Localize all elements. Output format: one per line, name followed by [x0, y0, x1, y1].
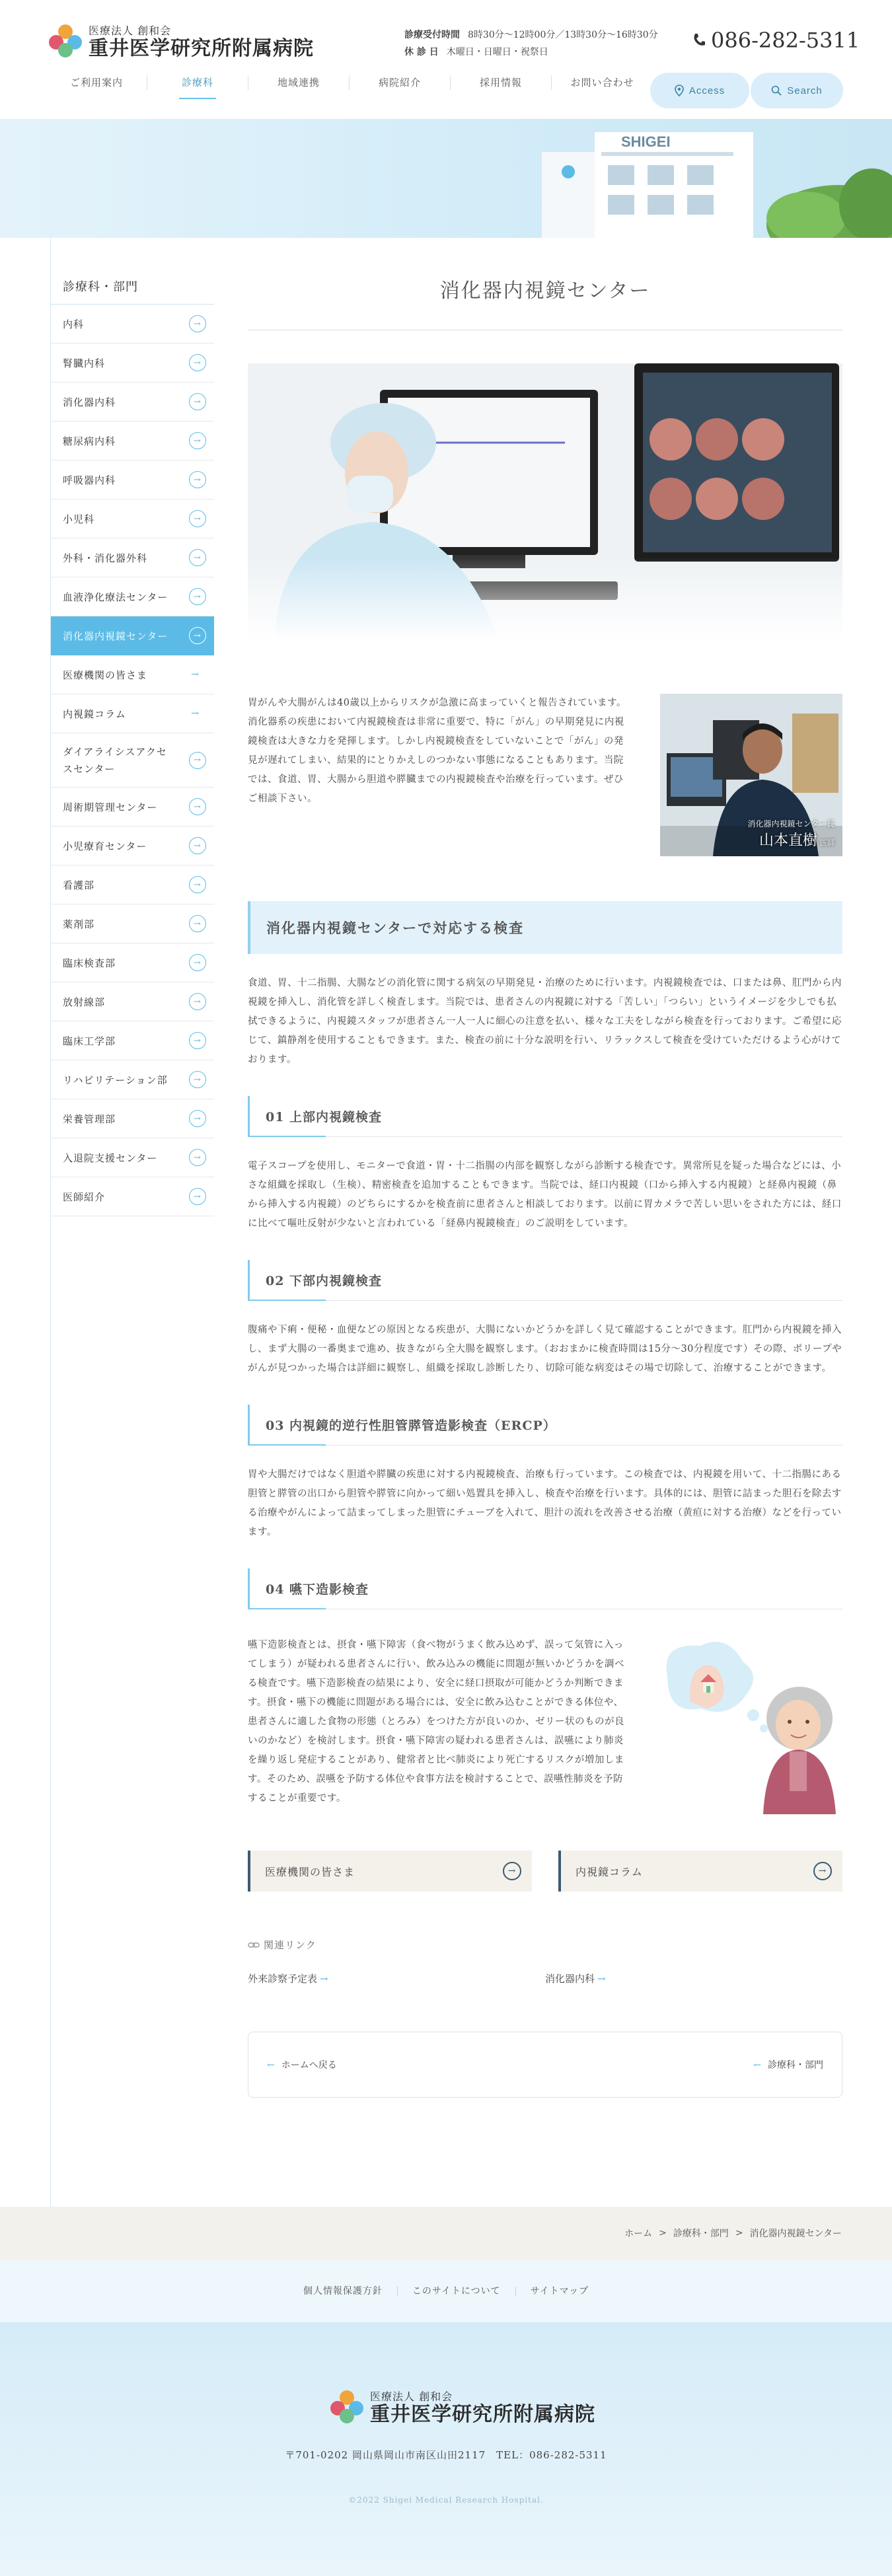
breadcrumb-current: 消化器内視鏡センター	[749, 2228, 842, 2239]
exam-1-text: 電子スコープを使用し、モニターで食道・胃・十二指腸の内部を観察しながら診断する検査です。異常所見を疑った場合などには、小さな組織を採取し（生検）、精密検査を追加することもできます。当院では、経口内視鏡（口から挿入する内視鏡）と経鼻内視鏡（鼻から挿入する内視鏡）のどちらにするかを検査前に患者さんと相談しております。以前に胃カメラで苦しい思いをされた方には、経口に比べて嘔吐反射が少ないと言われている「経鼻内視鏡検査」のご説明をしています。	[248, 1161, 842, 1229]
exam-2-text: 腹痛や下痢・便秘・血便などの原因となる疾患が、大腸にないかどうかを詳しく見て確認することができます。肛門から内視鏡を挿入し、まず大腸の一番奥まで進め、抜きながら全大腸を観察します。（おおまかに検査時間は15分〜30分程度です）その際、ポリープやがんが見つかった場合は詳細に観察し、組織を採取し診断したり、切除可能な病変はその場で切除して、治療することができます。	[248, 1325, 842, 1374]
arrow-right-icon: →	[191, 669, 200, 680]
nav-recruit[interactable]: 採用情報	[451, 75, 552, 90]
arrow-right-circle-icon: →	[189, 1032, 206, 1049]
logo-org-name: 重井医学研究所附属病院	[89, 37, 314, 60]
logo-org-small: 医療法人 創和会	[89, 24, 172, 37]
arrow-right-circle-icon: →	[189, 627, 206, 644]
main-area	[0, 238, 892, 2207]
related-link-schedule[interactable]	[248, 1971, 545, 1985]
closed-label: 休 診 日	[404, 47, 439, 57]
arrow-right-icon: →	[191, 708, 200, 719]
doctor-title: 医師	[820, 838, 835, 847]
sidebar-item[interactable]	[51, 865, 214, 904]
arrow-right-circle-icon: →	[189, 752, 206, 769]
site-footer	[0, 2322, 892, 2576]
arrow-left-icon: ←	[267, 2060, 275, 2071]
content	[248, 238, 842, 2098]
back-section-label: 診療科・部門	[768, 2060, 823, 2071]
arrow-right-circle-icon: →	[189, 915, 206, 932]
related-heading-label: 関連リンク	[264, 1939, 316, 1951]
arrow-right-circle-icon: →	[189, 1188, 206, 1205]
site-logo[interactable]	[48, 22, 314, 59]
sidebar-item-label: 血液浄化療法センター	[63, 591, 168, 603]
arrow-right-circle-icon: →	[189, 798, 206, 815]
sidebar-item-label: 消化器内科	[63, 396, 116, 408]
arrow-right-circle-icon: →	[189, 588, 206, 605]
sidebar-item[interactable]	[51, 305, 214, 344]
logo-mark-icon	[48, 23, 83, 59]
arrow-right-circle-icon: →	[189, 315, 206, 332]
sidebar-item[interactable]	[51, 383, 214, 422]
search-icon	[771, 85, 782, 96]
arrow-right-circle-icon: →	[189, 1149, 206, 1166]
access-button[interactable]	[650, 73, 749, 108]
sidebar-item-label: 薬剤部	[63, 918, 95, 930]
swallowing-illustration	[654, 1636, 842, 1814]
sidebar-item-label: 小児科	[63, 513, 95, 525]
nav-departments[interactable]: 診療科	[147, 75, 248, 90]
logo-mark-icon	[329, 2389, 365, 2425]
breadcrumb-separator: >	[735, 2228, 743, 2238]
nav-about[interactable]: 病院紹介	[350, 75, 451, 90]
sidebar-item[interactable]	[51, 616, 214, 655]
sidebar-item-label: 入退院支援センター	[63, 1152, 158, 1164]
intro-text: 胃がんや大腸がんは40歳以上からリスクが急激に高まっていくと報告されています。消化器系の疾患において内視鏡検査は非常に重要で、特に「がん」の早期発見に内視鏡検査は大きな力を発揮します。しかし内視鏡検査をしていないことで「がん」の発見が遅れてしまい、結果的にとりかえしのつかない事態になることもあります。当院では、食道、胃、大腸から胆道や膵臓までの内視鏡検査や治療を行っています。ぜひご相談下さい。	[248, 698, 626, 804]
sidebar-item[interactable]	[51, 788, 214, 827]
global-nav	[46, 75, 653, 90]
sidebar-list	[51, 305, 214, 1216]
footer-address: 〒701-0202 岡山県岡山市南区山田2117 TEL：086-282-5311	[285, 2449, 607, 2461]
sidebar-item-label: 栄養管理部	[63, 1113, 116, 1125]
related-link-gastro-label: 消化器内科	[545, 1973, 595, 1985]
sidebar-item[interactable]	[51, 344, 214, 383]
sidebar-item-label: 呼吸器内科	[63, 474, 116, 486]
footer-org-name: 重井医学研究所附属病院	[370, 2403, 595, 2426]
sidebar-item[interactable]	[51, 827, 214, 865]
sidebar-heading: 診療科・部門	[51, 277, 214, 305]
hours-value: 8時30分〜12時00分／13時30分〜16時30分	[468, 30, 658, 40]
breadcrumb	[0, 2207, 892, 2260]
sidebar-item[interactable]	[51, 499, 214, 538]
arrow-right-circle-icon: →	[189, 549, 206, 566]
doctor-photo	[660, 694, 842, 856]
arrow-right-circle-icon: →	[189, 432, 206, 449]
sidebar-item-label: 臨床検査部	[63, 957, 116, 969]
svg-text:SHIGEI: SHIGEI	[621, 133, 671, 150]
exam-4-heading: 04 嚥下造影検査	[248, 1568, 842, 1609]
copyright: ©2022 Shigei Medical Research Hospital.	[348, 2495, 544, 2505]
phone-link[interactable]	[692, 28, 860, 53]
hero-banner	[0, 119, 892, 238]
hours-label: 診療受付時間	[404, 30, 460, 40]
arrow-left-icon: ←	[753, 2060, 761, 2071]
footer-org-small: 医療法人 創和会	[370, 2390, 453, 2403]
endoscopy-room-photo	[248, 363, 842, 641]
sidebar-item-label: 臨床工学部	[63, 1035, 116, 1047]
sidebar-item[interactable]	[51, 538, 214, 577]
page-title: 消化器内視鏡センター	[248, 238, 842, 330]
doctor-role: 消化器内視鏡センター長	[747, 819, 835, 828]
sidebar	[50, 238, 214, 2207]
map-pin-icon	[675, 85, 684, 96]
sidebar-item[interactable]	[51, 1060, 214, 1099]
phone-icon	[692, 33, 706, 48]
sidebar-item-label: ダイアライシスアクセスセンター	[63, 745, 167, 775]
sidebar-item-label: 周術期管理センター	[63, 801, 158, 813]
sidebar-item-label: 腎臓内科	[63, 357, 106, 369]
exam-2-heading: 02 下部内視鏡検査	[248, 1260, 842, 1301]
arrow-right-circle-icon: →	[813, 1862, 832, 1880]
hours-info	[404, 26, 658, 61]
phone-number: 086-282-5311	[711, 28, 860, 53]
access-label: Access	[688, 85, 725, 96]
arrow-right-circle-icon: →	[189, 1071, 206, 1088]
nav-contact[interactable]: お問い合わせ	[570, 77, 634, 89]
link-medical-institutions-label: 医療機関の皆さま	[265, 1865, 355, 1878]
hospital-building-image	[529, 126, 892, 238]
link-icon	[248, 1940, 260, 1950]
sidebar-item[interactable]	[51, 1177, 214, 1216]
back-home-link[interactable]	[267, 2058, 337, 2071]
link-medical-institutions[interactable]	[248, 1851, 532, 1892]
footer-link-privacy[interactable]: 個人情報保護方針	[289, 2287, 398, 2296]
sidebar-item-label: 消化器内視鏡センター	[63, 630, 168, 642]
sidebar-item-label: 放射線部	[63, 996, 106, 1008]
doctor-name: 山本直樹	[759, 832, 817, 849]
arrow-right-circle-icon: →	[189, 354, 206, 371]
sidebar-item-label: リハビリテーション部	[63, 1074, 168, 1086]
arrow-right-circle-icon: →	[189, 837, 206, 854]
arrow-right-circle-icon: →	[189, 1110, 206, 1127]
footer-logo[interactable]	[329, 2388, 595, 2425]
arrow-right-circle-icon: →	[189, 876, 206, 893]
arrow-right-icon: →	[320, 1973, 328, 1985]
arrow-right-circle-icon: →	[189, 510, 206, 527]
sub-page-links	[248, 1851, 842, 1892]
arrow-right-circle-icon: →	[503, 1862, 521, 1880]
sidebar-item[interactable]	[51, 904, 214, 943]
sidebar-item[interactable]	[51, 460, 214, 499]
footer-link-about-site[interactable]: このサイトについて	[398, 2287, 516, 2296]
exam-1-heading: 01 上部内視鏡検査	[248, 1096, 842, 1137]
exam-3-heading: 03 内視鏡的逆行性胆管膵管造影検査（ERCP）	[248, 1405, 842, 1446]
related-link-schedule-label: 外来診察予定表	[248, 1973, 318, 1985]
breadcrumb-separator: >	[659, 2228, 667, 2238]
breadcrumb-home[interactable]: ホーム	[624, 2228, 653, 2239]
sidebar-item[interactable]	[51, 422, 214, 460]
search-label: Search	[787, 85, 823, 96]
arrow-right-circle-icon: →	[189, 993, 206, 1010]
related-links	[248, 1971, 842, 1985]
arrow-right-icon: →	[597, 1973, 606, 1985]
site-header	[0, 0, 892, 119]
footer-links	[0, 2260, 892, 2322]
nav-community[interactable]: 地域連携	[248, 75, 350, 90]
sidebar-item[interactable]	[51, 655, 214, 694]
sidebar-item[interactable]	[51, 577, 214, 616]
exam-3-text: 胃や大腸だけではなく胆道や膵臓の疾患に対する内視鏡検査、治療も行っています。この検査では、内視鏡を用いて、十二指腸にある胆管と膵管の出口から胆管や膵管に向かって細い処置具を挿入し、検査や治療を行います。具体的には、胆管に詰まった胆石を除去する治療やがんによって詰まってしまった胆管にチューブを入れて、胆汁の流れを改善させる治療（黄疸に対する治療）などを行っています。	[248, 1469, 842, 1537]
related-link-gastro[interactable]	[545, 1971, 842, 1985]
sidebar-item[interactable]	[51, 1099, 214, 1138]
sidebar-item[interactable]	[51, 1138, 214, 1177]
sidebar-item-label: 看護部	[63, 879, 95, 891]
link-endoscopy-column[interactable]	[558, 1851, 842, 1892]
sidebar-item-label: 小児療育センター	[63, 840, 147, 852]
sidebar-item-label: 医師紹介	[63, 1191, 106, 1203]
sidebar-item-label: 医療機関の皆さま	[63, 669, 148, 681]
back-home-label: ホームへ戻る	[281, 2060, 337, 2071]
arrow-right-circle-icon: →	[189, 954, 206, 971]
sidebar-item[interactable]	[51, 982, 214, 1021]
sidebar-item[interactable]	[51, 694, 214, 733]
section-text: 食道、胃、十二指腸、大腸などの消化管に関する病気の早期発見・治療のために行います。内視鏡検査では、口または鼻、肛門から内視鏡を挿入し、消化管を詳しく検査します。当院では、患者さんの内視鏡に対する「苦しい」「つらい」というイメージを少しでも払拭できるように、内視鏡スタッフが患者さん一人一人に細心の注意を払い、様々な工夫をしながら検査を行っております。ご希望に応じて、鎮静剤を使用することもできます。また、検査の前に十分な説明を行い、リラックスして検査を受けていただけるよう心がけております。	[248, 978, 842, 1065]
footer-link-sitemap[interactable]: サイトマップ	[530, 2285, 589, 2297]
back-section-link[interactable]	[753, 2058, 823, 2071]
sidebar-item[interactable]	[51, 943, 214, 982]
sidebar-item-label: 内視鏡コラム	[63, 708, 126, 720]
back-navigation	[248, 2032, 842, 2098]
closed-value: 木曜日・日曜日・祝祭日	[446, 47, 548, 57]
exam-4-text: 嚥下造影検査とは、摂食・嚥下障害（食べ物がうまく飲み込めず、誤って気管に入ってしまう）が疑われる患者さんに行い、飲み込みの機能に問題が無いかどうかを調べる検査です。嚥下造影検査の結果により、安全に経口摂取が可能かどうか判断できます。摂食・嚥下の機能に問題がある場合には、安全に飲み込むことができる体位や、患者さんに適した食物の形態（とろみ）をつけた方が良いのか、ゼリー状のものが良いのかなど）を検討します。摂食・嚥下障害の疑われる患者さんは、誤嚥により肺炎を繰り返し発症することがあり、健常者と比べ肺炎により死亡するリスクが増加します。そのため、誤嚥を予防する体位や食事方法を検討することで、誤嚥性肺炎を予防することが重要です。	[248, 1640, 624, 1804]
arrow-right-circle-icon: →	[189, 393, 206, 410]
related-heading	[248, 1938, 842, 1952]
sidebar-item-label: 外科・消化器外科	[63, 552, 148, 564]
arrow-right-circle-icon: →	[189, 471, 206, 488]
breadcrumb-departments[interactable]: 診療科・部門	[673, 2228, 729, 2239]
sidebar-item-label: 糖尿病内科	[63, 435, 116, 447]
nav-guide[interactable]: ご利用案内	[46, 75, 147, 90]
intro-block	[248, 694, 842, 856]
link-endoscopy-column-label: 内視鏡コラム	[576, 1865, 643, 1878]
sidebar-item-label: 内科	[63, 318, 85, 330]
search-button[interactable]	[751, 73, 843, 108]
sidebar-item[interactable]	[51, 733, 214, 788]
sidebar-item[interactable]	[51, 1021, 214, 1060]
section-heading: 消化器内視鏡センターで対応する検査	[248, 901, 842, 954]
